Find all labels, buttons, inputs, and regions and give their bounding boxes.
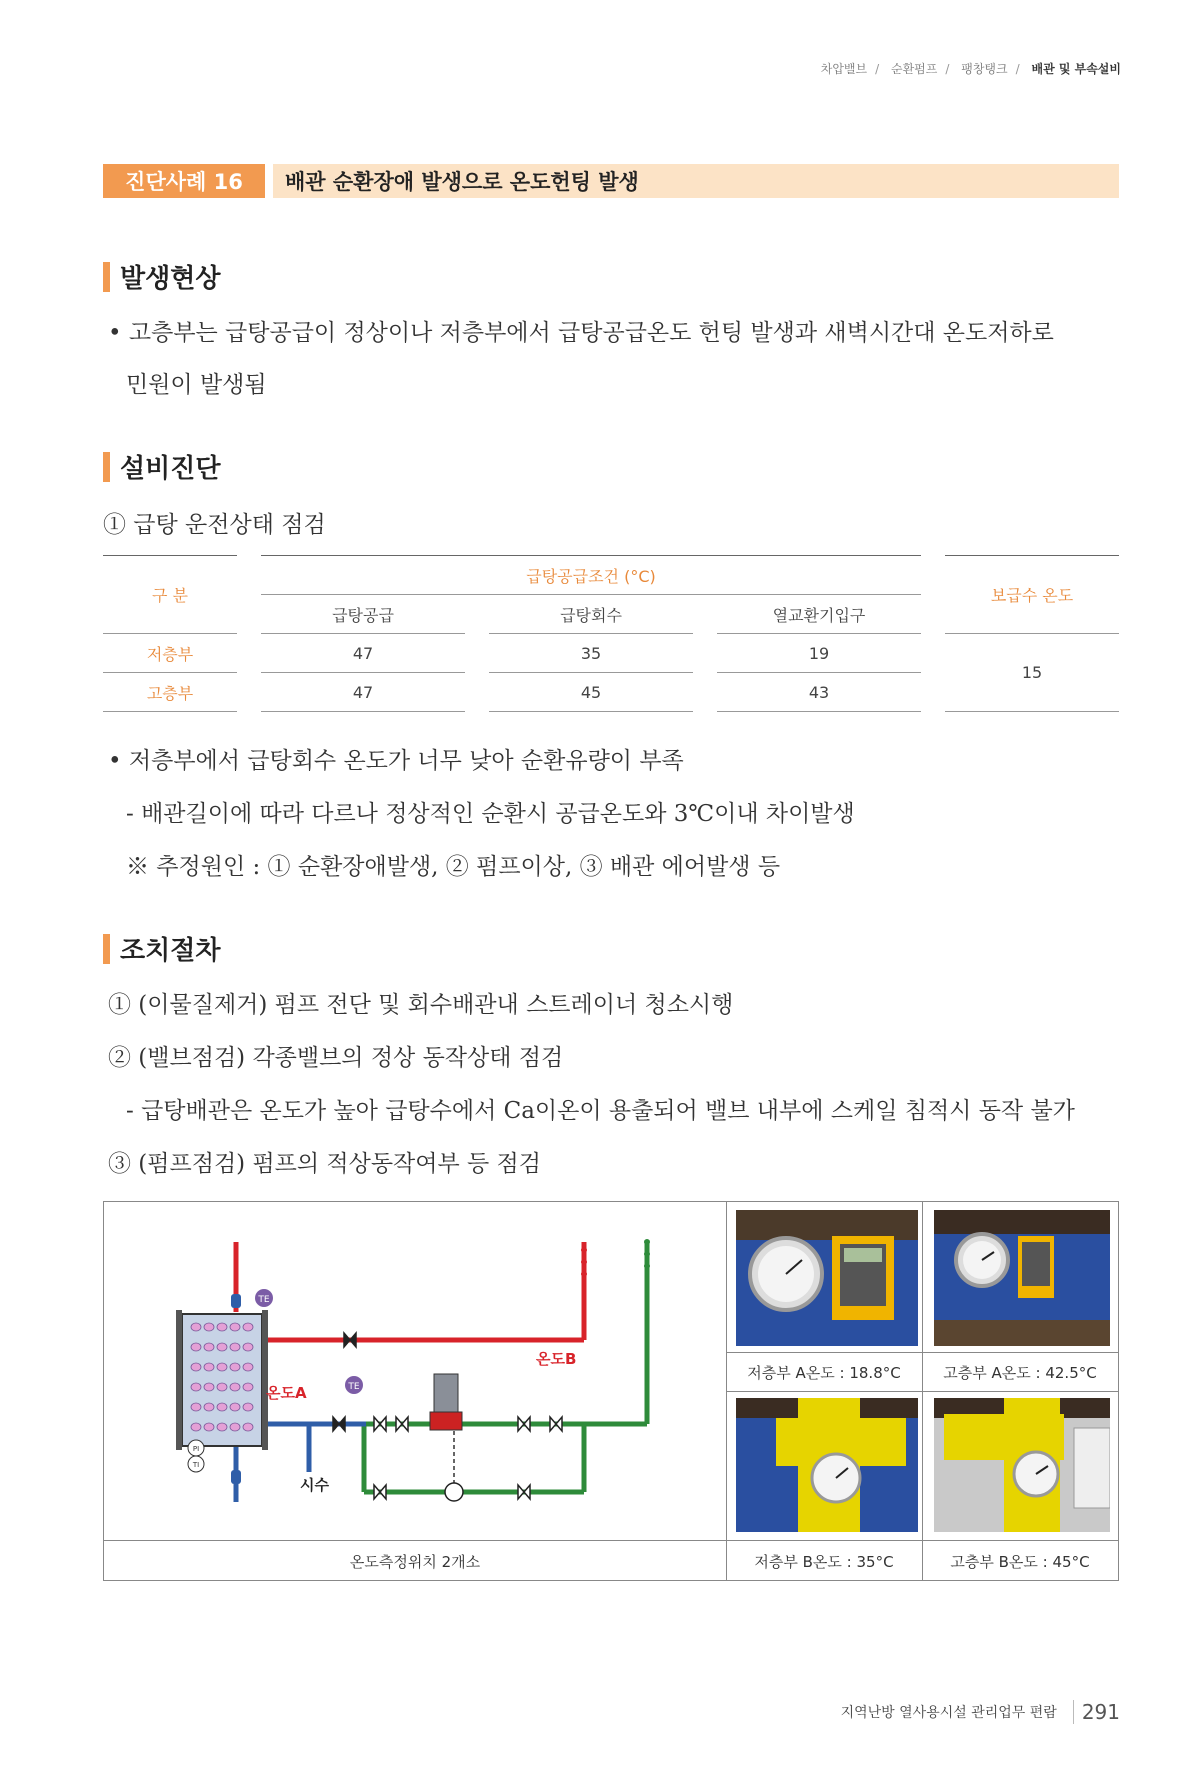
ti-label: TI	[192, 1461, 200, 1469]
heading-bar	[103, 934, 110, 964]
caption-low-a: 저층부 A온도 : 18.8°C	[726, 1352, 923, 1392]
heading-bar	[103, 452, 110, 482]
breadcrumb: 차압밸브 / 순환펌프 / 팽창탱크 / 배관 및 부속설비	[820, 62, 1121, 76]
symptom-line: 민원이 발생됨	[126, 372, 267, 398]
col-header-group: 급탕공급조건 (°C)	[261, 555, 921, 595]
table-cell: 47	[261, 673, 465, 712]
col-header-return: 급탕회수	[489, 595, 693, 634]
photo-low-a	[736, 1210, 918, 1346]
caption-high-b: 고층부 B온도 : 45°C	[922, 1540, 1118, 1581]
section-heading-diagnosis	[103, 448, 220, 485]
photo-high-b	[934, 1398, 1110, 1532]
table-cell: 47	[261, 634, 465, 673]
te-label-top: TE	[258, 1295, 270, 1305]
figure-divider	[922, 1202, 923, 1580]
caption-high-a: 고층부 A온도 : 42.5°C	[922, 1352, 1118, 1392]
table-cell: 19	[717, 634, 921, 673]
heading-text: 설비진단	[120, 454, 221, 484]
photo-high-a	[934, 1210, 1110, 1346]
photo-gauge-thermometer	[934, 1210, 1110, 1346]
page-footer	[841, 1700, 1120, 1724]
page-number: 291	[1073, 1700, 1120, 1724]
piping-diagram	[104, 1202, 726, 1540]
caption-diagram: 온도측정위치 2개소	[104, 1540, 727, 1581]
col-header-division: 구 분	[103, 555, 237, 634]
case-label: 진단사례 16	[103, 164, 265, 198]
label-temp-b: 온도B	[536, 1350, 577, 1368]
photo-low-b	[736, 1398, 918, 1532]
col-header-hx-inlet: 열교환기입구	[717, 595, 921, 634]
diagnosis-note: - 배관길이에 따라 다르나 정상적인 순환시 공급온도와 3℃이내 차이발생	[126, 801, 855, 827]
photo-yellow-pipe-thermometer	[934, 1398, 1110, 1532]
heading-text: 조치절차	[120, 936, 221, 966]
col-header-makeup: 보급수 온도	[945, 555, 1119, 634]
diagnosis-note: ※ 추정원인 : ① 순환장애발생, ② 펌프이상, ③ 배관 에어발생 등	[126, 854, 781, 880]
action-step: - 급탕배관은 온도가 높아 급탕수에서 Ca이온이 용출되어 밸브 내부에 스케일 침적시 동작 불가	[126, 1098, 1075, 1124]
section-heading-action	[103, 930, 220, 967]
row-label-high: 고층부	[103, 673, 237, 712]
symptom-line: • 고층부는 급탕공급이 정상이나 저층부에서 급탕공급온도 헌팅 발생과 새벽시간대 온도저하로	[108, 320, 1054, 346]
pi-label: PI	[192, 1445, 200, 1453]
photo-yellow-pipe-thermometer	[736, 1398, 918, 1532]
breadcrumb-item: 팽창탱크	[961, 62, 1008, 76]
table-cell: 35	[489, 634, 693, 673]
piping-diagram-panel	[104, 1202, 727, 1540]
diagnosis-note: • 저층부에서 급탕회수 온도가 너무 낮아 순환유량이 부족	[108, 748, 684, 774]
photo-gauge-thermometer	[736, 1210, 918, 1346]
te-label-mid: TE	[348, 1382, 360, 1392]
case-title: 배관 순환장애 발생으로 온도헌팅 발생	[273, 164, 1119, 198]
table-cell: 45	[489, 673, 693, 712]
breadcrumb-item: 차압밸브	[820, 62, 868, 76]
label-temp-a: 온도A	[266, 1384, 307, 1402]
case-title-bar	[103, 164, 1119, 198]
action-step: ③ (펌프점검) 펌프의 적상동작여부 등 점검	[108, 1151, 541, 1177]
heading-text: 발생현상	[120, 264, 221, 294]
section-heading-symptom	[103, 258, 220, 295]
temperature-table	[103, 555, 1119, 712]
figure-box	[103, 1201, 1119, 1581]
table-cell: 43	[717, 673, 921, 712]
action-step: ② (밸브점검) 각종밸브의 정상 동작상태 점검	[108, 1045, 564, 1071]
row-label-low: 저층부	[103, 634, 237, 673]
breadcrumb-item-current: 배관 및 부속설비	[1031, 62, 1121, 76]
breadcrumb-item: 순환펌프	[890, 62, 938, 76]
heading-bar	[103, 262, 110, 292]
footer-title: 지역난방 열사용시설 관리업무 편람	[840, 1705, 1057, 1721]
table-cell-makeup: 15	[945, 634, 1119, 712]
action-step: ① (이물질제거) 펌프 전단 및 회수배관내 스트레이너 청소시행	[108, 992, 734, 1018]
col-header-supply: 급탕공급	[261, 595, 465, 634]
caption-low-b: 저층부 B온도 : 35°C	[726, 1540, 922, 1581]
diagnosis-subheading: ① 급탕 운전상태 점검	[103, 512, 326, 538]
label-city-water: 시수	[300, 1476, 329, 1494]
